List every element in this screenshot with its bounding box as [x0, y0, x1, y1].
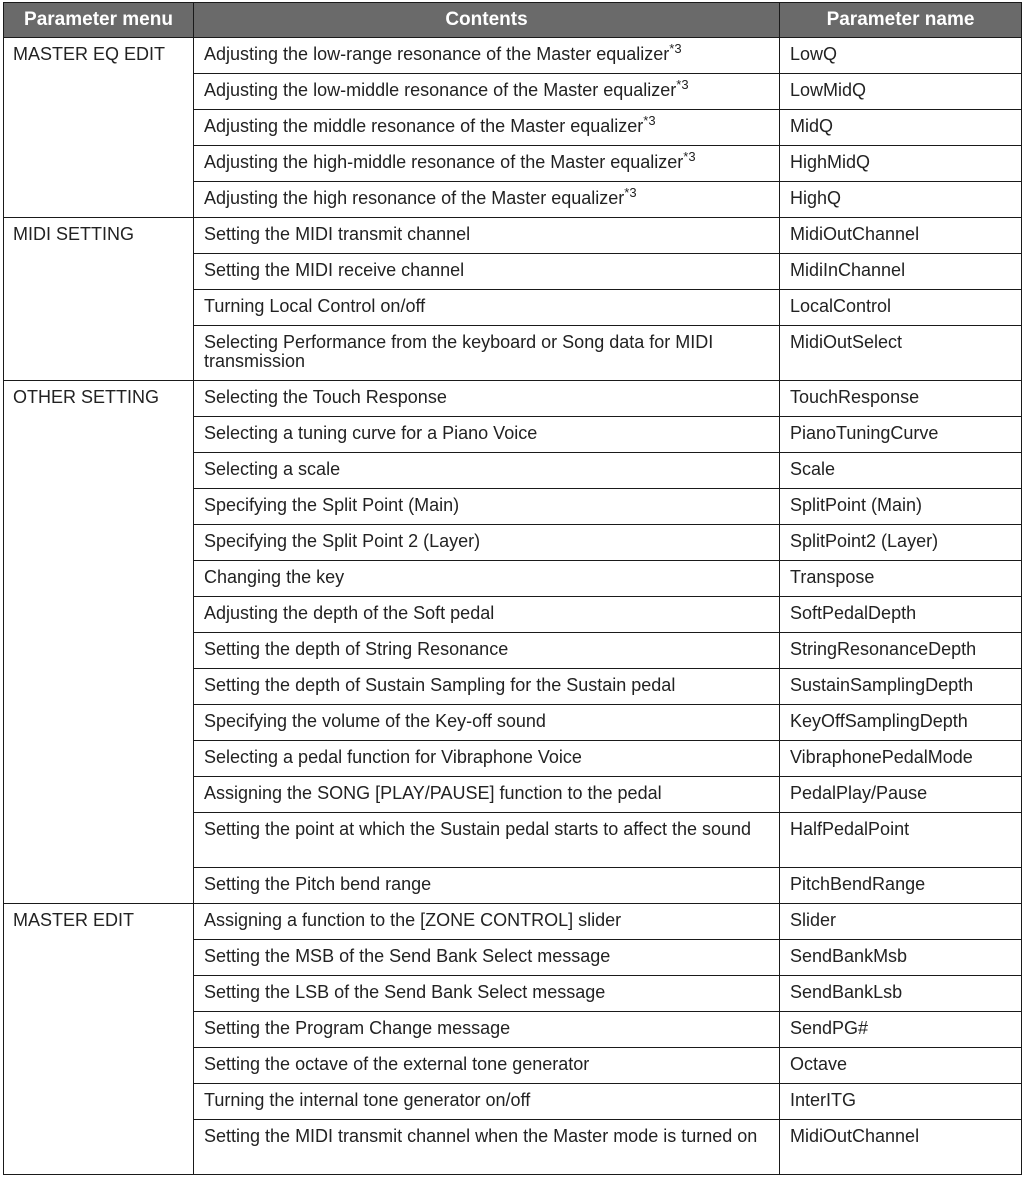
parameter-name-cell: SoftPedalDepth	[780, 597, 1022, 633]
parameter-name-cell: LowMidQ	[780, 74, 1022, 110]
contents-cell	[194, 74, 780, 110]
footnote-marker: *3	[676, 77, 689, 92]
contents-cell	[194, 417, 780, 453]
contents-cell	[194, 669, 780, 705]
parameter-name-cell: StringResonanceDepth	[780, 633, 1022, 669]
contents-text: Adjusting the depth of the Soft pedal	[204, 603, 495, 623]
contents-text: Assigning a function to the [ZONE CONTROL] slider	[204, 910, 622, 930]
parameter-name-cell: HighQ	[780, 182, 1022, 218]
parameter-menu-cell: MASTER EQ EDIT	[4, 38, 194, 218]
contents-cell	[194, 1012, 780, 1048]
contents-text: Adjusting the high-middle resonance of the Master equalizer	[204, 152, 684, 172]
contents-text: Setting the Pitch bend range	[204, 874, 432, 894]
contents-text: Selecting Performance from the keyboard or Song data for MIDI transmission	[204, 332, 714, 371]
table-row	[4, 904, 1022, 940]
parameter-table-container	[3, 2, 1021, 1175]
contents-cell	[194, 561, 780, 597]
contents-cell	[194, 868, 780, 904]
parameter-name-cell: SendBankMsb	[780, 940, 1022, 976]
parameter-name-cell: MidiInChannel	[780, 254, 1022, 290]
contents-cell	[194, 453, 780, 489]
parameter-name-cell: Scale	[780, 453, 1022, 489]
contents-cell	[194, 326, 780, 381]
contents-cell	[194, 254, 780, 290]
contents-text: Setting the LSB of the Send Bank Select message	[204, 982, 606, 1002]
parameter-name-cell: TouchResponse	[780, 381, 1022, 417]
parameter-name-cell: LowQ	[780, 38, 1022, 74]
contents-cell	[194, 525, 780, 561]
contents-cell	[194, 976, 780, 1012]
footnote-marker: *3	[624, 185, 637, 200]
parameter-name-cell: SendPG#	[780, 1012, 1022, 1048]
header-parameter-name: Parameter name	[780, 3, 1022, 38]
parameter-name-cell: InterITG	[780, 1084, 1022, 1120]
table-row	[4, 218, 1022, 254]
contents-cell	[194, 813, 780, 868]
header-contents: Contents	[194, 3, 780, 38]
contents-text: Setting the octave of the external tone generator	[204, 1054, 590, 1074]
contents-text: Assigning the SONG [PLAY/PAUSE] function to the pedal	[204, 783, 662, 803]
contents-text: Setting the point at which the Sustain pedal starts to affect the sound	[204, 819, 752, 839]
contents-text: Setting the MSB of the Send Bank Select message	[204, 946, 611, 966]
contents-cell	[194, 146, 780, 182]
parameter-name-cell: SplitPoint2 (Layer)	[780, 525, 1022, 561]
contents-cell	[194, 741, 780, 777]
contents-text: Selecting the Touch Response	[204, 387, 447, 407]
contents-text: Specifying the Split Point (Main)	[204, 495, 460, 515]
parameter-menu-cell: OTHER SETTING	[4, 381, 194, 904]
contents-cell	[194, 940, 780, 976]
contents-text: Specifying the volume of the Key-off sound	[204, 711, 546, 731]
parameter-name-cell: MidiOutChannel	[780, 1120, 1022, 1175]
contents-cell	[194, 38, 780, 74]
contents-text: Selecting a pedal function for Vibraphone Voice	[204, 747, 582, 767]
header-row	[4, 3, 1022, 38]
contents-text: Specifying the Split Point 2 (Layer)	[204, 531, 481, 551]
parameter-name-cell: MidQ	[780, 110, 1022, 146]
contents-cell	[194, 705, 780, 741]
header-parameter-menu: Parameter menu	[4, 3, 194, 38]
table-row	[4, 38, 1022, 74]
contents-text: Setting the MIDI receive channel	[204, 260, 465, 280]
contents-text: Changing the key	[204, 567, 345, 587]
parameter-name-cell: SplitPoint (Main)	[780, 489, 1022, 525]
contents-cell	[194, 1120, 780, 1175]
contents-text: Selecting a scale	[204, 459, 341, 479]
parameter-menu-cell: MIDI SETTING	[4, 218, 194, 381]
parameter-name-cell: SendBankLsb	[780, 976, 1022, 1012]
contents-cell	[194, 381, 780, 417]
contents-text: Adjusting the low-range resonance of the Master equalizer	[204, 44, 670, 64]
contents-cell	[194, 1084, 780, 1120]
contents-text: Turning Local Control on/off	[204, 296, 426, 316]
parameter-name-cell: HalfPedalPoint	[780, 813, 1022, 868]
contents-text: Adjusting the high resonance of the Master equalizer	[204, 188, 625, 208]
parameter-name-cell: KeyOffSamplingDepth	[780, 705, 1022, 741]
contents-cell	[194, 218, 780, 254]
contents-cell	[194, 777, 780, 813]
footnote-marker: *3	[683, 149, 696, 164]
footnote-marker: *3	[669, 41, 682, 56]
parameter-name-cell: VibraphonePedalMode	[780, 741, 1022, 777]
contents-cell	[194, 597, 780, 633]
parameter-name-cell: PedalPlay/Pause	[780, 777, 1022, 813]
table-row	[4, 381, 1022, 417]
contents-text: Selecting a tuning curve for a Piano Voice	[204, 423, 538, 443]
contents-cell	[194, 110, 780, 146]
parameter-name-cell: Octave	[780, 1048, 1022, 1084]
parameter-name-cell: PitchBendRange	[780, 868, 1022, 904]
contents-text: Setting the depth of Sustain Sampling for the Sustain pedal	[204, 675, 676, 695]
contents-cell	[194, 182, 780, 218]
parameter-menu-cell: MASTER EDIT	[4, 904, 194, 1175]
contents-text: Adjusting the low-middle resonance of the Master equalizer	[204, 80, 677, 100]
contents-cell	[194, 633, 780, 669]
parameter-name-cell: LocalControl	[780, 290, 1022, 326]
parameter-table	[3, 2, 1022, 1175]
parameter-name-cell: HighMidQ	[780, 146, 1022, 182]
contents-text: Setting the Program Change message	[204, 1018, 511, 1038]
contents-cell	[194, 904, 780, 940]
contents-text: Setting the MIDI transmit channel	[204, 224, 471, 244]
contents-text: Setting the MIDI transmit channel when the Master mode is turned on	[204, 1126, 758, 1146]
table-body	[4, 38, 1022, 1175]
parameter-name-cell: Slider	[780, 904, 1022, 940]
parameter-name-cell: PianoTuningCurve	[780, 417, 1022, 453]
parameter-name-cell: SustainSamplingDepth	[780, 669, 1022, 705]
contents-cell	[194, 1048, 780, 1084]
contents-cell	[194, 489, 780, 525]
parameter-name-cell: MidiOutChannel	[780, 218, 1022, 254]
contents-text: Adjusting the middle resonance of the Master equalizer	[204, 116, 644, 136]
contents-cell	[194, 290, 780, 326]
parameter-name-cell: MidiOutSelect	[780, 326, 1022, 381]
contents-text: Setting the depth of String Resonance	[204, 639, 509, 659]
footnote-marker: *3	[643, 113, 656, 128]
parameter-name-cell: Transpose	[780, 561, 1022, 597]
contents-text: Turning the internal tone generator on/off	[204, 1090, 531, 1110]
